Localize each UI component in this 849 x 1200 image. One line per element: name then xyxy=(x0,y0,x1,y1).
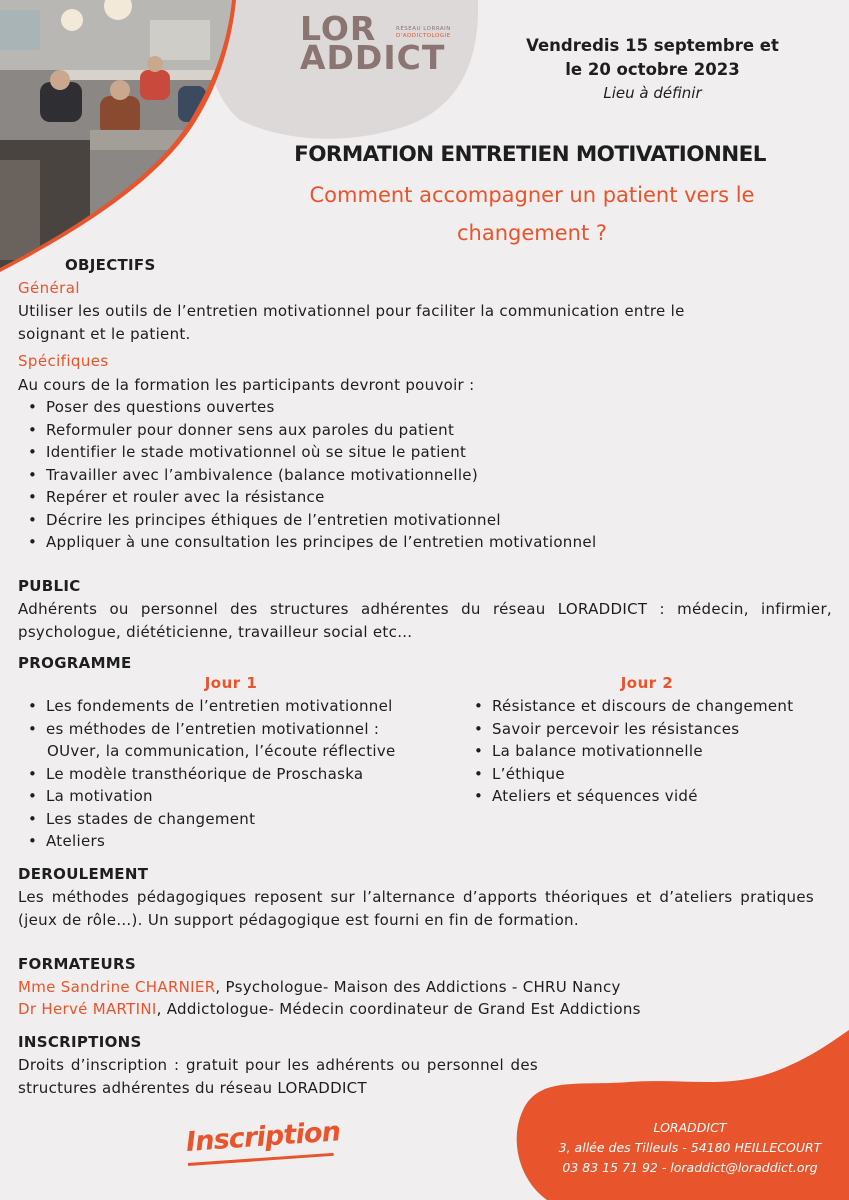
trainer-2-name: Dr Hervé MARTINI xyxy=(18,1000,157,1018)
trainer-2-role: , Addictologue- Médecin coordinateur de Grand Est Addictions xyxy=(156,1000,641,1018)
list-item: • Poser des questions ouvertes xyxy=(18,396,838,419)
subtitle-line2: changement ? xyxy=(456,221,608,245)
specifiques-label: Spécifiques xyxy=(18,352,109,370)
specifiques-intro: Au cours de la formation les participants devront pouvoir : xyxy=(18,376,475,394)
classroom-photo xyxy=(0,0,240,280)
day2-label: Jour 2 xyxy=(620,674,674,692)
subtitle-line1: Comment accompagner un patient vers le xyxy=(309,183,755,207)
logo-line1: LOR xyxy=(300,9,377,48)
trainer-1-name: Mme Sandrine CHARNIER xyxy=(18,978,216,996)
trainer-1 xyxy=(18,976,838,999)
logo-line2: ADDICT xyxy=(300,38,446,77)
footer-org: LORADDICT xyxy=(653,1120,727,1135)
list-item: • Reformuler pour donner sens aux paroles du patient xyxy=(18,419,838,442)
logo-wordmark xyxy=(300,9,446,77)
footer-contact xyxy=(535,1118,845,1178)
footer-phone-email: 03 83 15 71 92 - loraddict@loraddict.org xyxy=(562,1160,818,1175)
list-item: • Identifier le stade motivationnel où se situe le patient xyxy=(18,441,838,464)
inscriptions-heading: INSCRIPTIONS xyxy=(18,1033,142,1051)
loraddict-logo xyxy=(300,9,460,78)
public-heading: PUBLIC xyxy=(18,577,81,595)
deroulement-text: Les méthodes pédagogiques reposent sur l’alternance d’apports théoriques et d’ateliers pratiques (jeux de rôle…). Un support pédagogique est fourni en fin de formation. xyxy=(18,888,814,929)
logo-tagline-1: RÉSEAU LORRAIN xyxy=(396,26,451,32)
objectifs-list xyxy=(18,396,838,554)
formateurs-heading: FORMATEURS xyxy=(18,955,136,973)
list-item: • L’éthique xyxy=(464,763,844,786)
event-date-line2: le 20 octobre 2023 xyxy=(565,60,740,79)
list-item: • Savoir percevoir les résistances xyxy=(464,718,844,741)
logo-tagline-2: D'ADDICTOLOGIE xyxy=(396,33,451,39)
event-date-line1: Vendredis 15 septembre et xyxy=(526,36,779,55)
list-item: • La motivation xyxy=(18,785,478,808)
list-item: • Les stades de changement xyxy=(18,808,478,831)
general-text xyxy=(18,300,838,345)
programme-heading: PROGRAMME xyxy=(18,654,132,672)
page-title: FORMATION ENTRETIEN MOTIVATIONNEL xyxy=(294,142,766,167)
event-date xyxy=(505,34,800,82)
day1-list xyxy=(18,695,478,853)
list-item: • Repérer et rouler avec la résistance xyxy=(18,486,838,509)
trainer-1-role: , Psychologue- Maison des Addictions - CHRU Nancy xyxy=(215,978,621,996)
general-text-line1: Utiliser les outils de l’entretien motivationnel pour faciliter la communication entre le xyxy=(18,302,685,320)
inscription-button[interactable]: Inscription xyxy=(184,1116,342,1158)
list-item: • Les fondements de l’entretien motivationnel xyxy=(18,695,478,718)
list-item: • La balance motivationnelle xyxy=(464,740,844,763)
trainer-2 xyxy=(18,998,838,1021)
list-item: • Travailler avec l’ambivalence (balance motivationnelle) xyxy=(18,464,838,487)
event-place: Lieu à définir xyxy=(603,84,702,102)
inscriptions-text: Droits d’inscription : gratuit pour les adhérents ou personnel des structures adhérentes du réseau LORADDICT xyxy=(18,1056,538,1097)
list-item: • Décrire les principes éthiques de l’entretien motivationnel xyxy=(18,509,838,532)
page-subtitle xyxy=(262,176,802,252)
logo-tagline xyxy=(396,26,460,40)
public-text: Adhérents ou personnel des structures adhérentes du réseau LORADDICT : médecin, infirmier, psychologue, diététicienne, travailleur social etc… xyxy=(18,600,832,641)
list-item: OUver, la communication, l’écoute réflective xyxy=(47,742,396,760)
day2-list xyxy=(464,695,844,808)
list-item: • Ateliers et séquences vidé xyxy=(464,785,844,808)
list-item: • Appliquer à une consultation les principes de l’entretien motivationnel xyxy=(18,531,838,554)
general-label: Général xyxy=(18,279,80,297)
general-text-line2: soignant et le patient. xyxy=(18,324,191,343)
list-item: • es méthodes de l’entretien motivationnel : xyxy=(18,718,478,741)
list-item: • Ateliers xyxy=(18,830,478,853)
footer-address: 3, allée des Tilleuls - 54180 HEILLECOURT xyxy=(558,1140,822,1155)
objectifs-heading: OBJECTIFS xyxy=(65,256,156,274)
list-item: • Le modèle transthéorique de Proschaska xyxy=(18,763,478,786)
list-item: • Résistance et discours de changement xyxy=(464,695,844,718)
deroulement-heading: DEROULEMENT xyxy=(18,865,149,883)
day1-label: Jour 1 xyxy=(204,674,258,692)
